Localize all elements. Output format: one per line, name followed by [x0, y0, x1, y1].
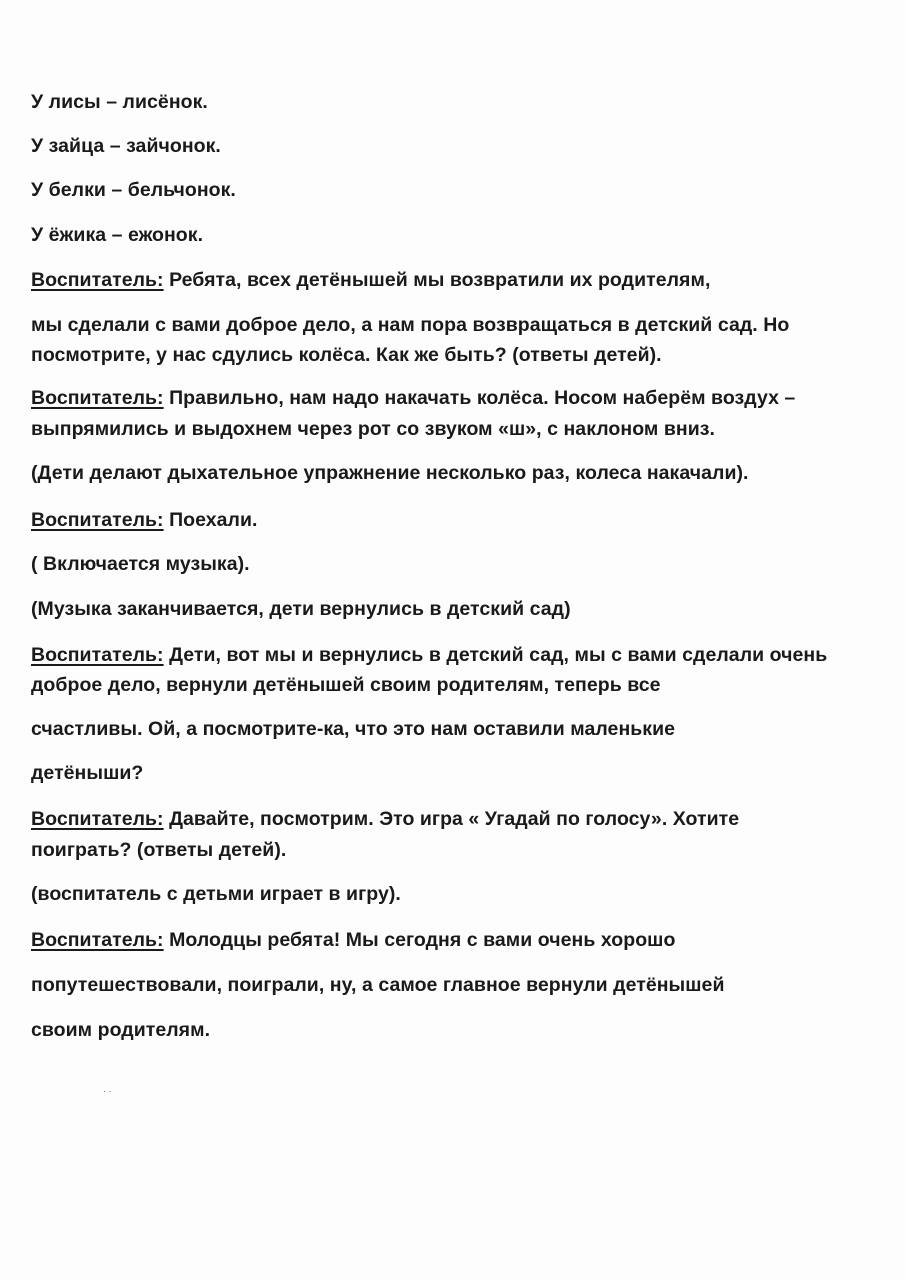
speaker-label: Воспитатель:: [31, 808, 164, 830]
dialogue-line: [31, 926, 675, 954]
dialogue-text: Поехали.: [163, 509, 258, 531]
text-line: мы сделали с вами доброе дело, а нам пора возвращаться в детский сад. Но: [31, 314, 790, 336]
text-line: У белки – бельчонок.: [31, 179, 236, 201]
speaker-label: Воспитатель:: [31, 509, 164, 531]
text-line: поиграть? (ответы детей).: [31, 839, 287, 861]
text-line: (Музыка заканчивается, дети вернулись в детский сад): [31, 598, 571, 620]
dialogue-text: Давайте, посмотрим. Это игра « Угадай по голосу». Хотите: [163, 808, 740, 830]
dialogue-text: Правильно, нам надо накачать колёса. Носом наберём воздух –: [163, 387, 796, 409]
scan-speck: · ·: [103, 1086, 112, 1096]
dialogue-text: Дети, вот мы и вернулись в детский сад, мы с вами сделали очень: [163, 644, 828, 666]
text-line: счастливы. Ой, а посмотрите-ка, что это нам оставили маленькие: [31, 718, 676, 740]
dialogue-text: Молодцы ребята! Мы сегодня с вами очень хорошо: [163, 929, 676, 951]
text-line: выпрямились и выдохнем через рот со звуком «ш», с наклоном вниз.: [31, 418, 715, 440]
text-line: ( Включается музыка).: [31, 553, 250, 575]
speaker-label: Воспитатель:: [31, 644, 164, 666]
dialogue-text: Ребята, всех детёнышей мы возвратили их родителям,: [163, 269, 711, 291]
text-line: детёныши?: [31, 762, 144, 784]
dialogue-line: [31, 805, 739, 833]
text-line: доброе дело, вернули детёнышей своим родителям, теперь все: [31, 674, 661, 696]
text-line: попутешествовали, поиграли, ну, а самое главное вернули детёнышей: [31, 974, 725, 996]
text-line: (Дети делают дыхательное упражнение несколько раз, колеса накачали).: [31, 462, 749, 484]
text-line: (воспитатель с детьми играет в игру).: [31, 883, 401, 905]
dialogue-line: [31, 641, 827, 669]
text-line: посмотрите, у нас сдулись колёса. Как же быть? (ответы детей).: [31, 344, 662, 366]
text-line: У ёжика – ежонок.: [31, 224, 204, 246]
speaker-label: Воспитатель:: [31, 387, 164, 409]
dialogue-line: [31, 384, 795, 412]
text-line: У зайца – зайчонок.: [31, 135, 221, 157]
dialogue-line: [31, 506, 257, 534]
speaker-label: Воспитатель:: [31, 929, 164, 951]
text-line: своим родителям.: [31, 1019, 211, 1041]
speaker-label: Воспитатель:: [31, 269, 164, 291]
text-line: У лисы – лисёнок.: [31, 91, 208, 113]
dialogue-line: [31, 266, 710, 294]
